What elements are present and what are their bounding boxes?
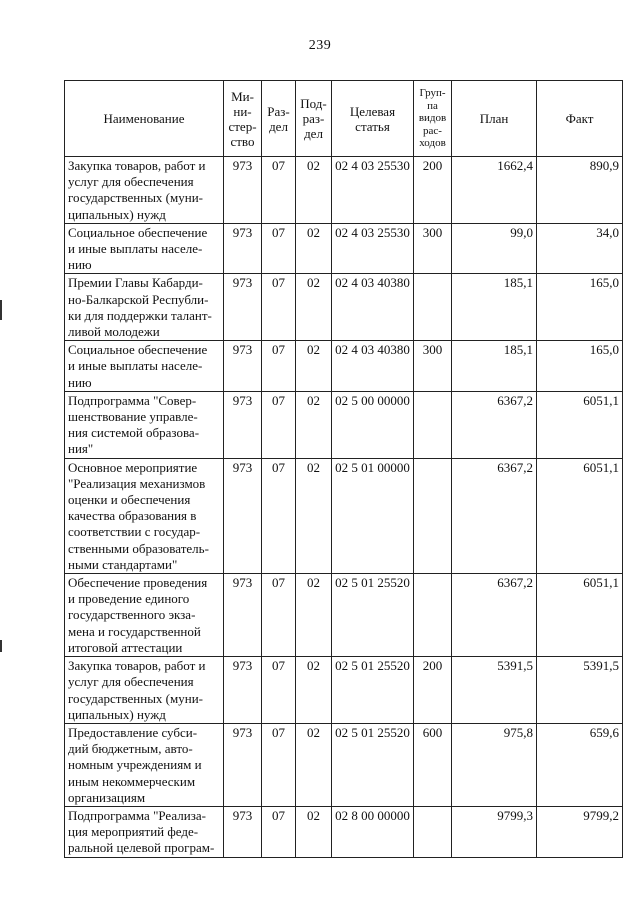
row-ministry: 973 bbox=[224, 274, 262, 341]
row-subsection: 02 bbox=[296, 341, 332, 392]
row-ministry: 973 bbox=[224, 341, 262, 392]
row-section: 07 bbox=[262, 657, 296, 724]
header-name: Наименование bbox=[65, 81, 224, 157]
row-expense-group: 200 bbox=[414, 657, 452, 724]
table-header-row bbox=[65, 81, 623, 157]
row-name: Социальное обеспечение и иные выплаты населе- нию bbox=[65, 223, 224, 274]
header-plan: План bbox=[452, 81, 537, 157]
row-name: Премии Главы Кабарди- но-Балкарской Республи- ки для поддержки талант- ливой молодежи bbox=[65, 274, 224, 341]
row-plan: 99,0 bbox=[452, 223, 537, 274]
row-ministry: 973 bbox=[224, 657, 262, 724]
row-target: 02 5 01 00000 bbox=[332, 458, 414, 573]
row-fact: 6051,1 bbox=[537, 458, 623, 573]
row-subsection: 02 bbox=[296, 223, 332, 274]
row-fact: 165,0 bbox=[537, 341, 623, 392]
row-name: Подпрограмма "Реализа- ция мероприятий феде- ральной целевой програм- bbox=[65, 806, 224, 857]
row-section: 07 bbox=[262, 574, 296, 657]
row-subsection: 02 bbox=[296, 274, 332, 341]
row-subsection: 02 bbox=[296, 157, 332, 224]
budget-table bbox=[64, 80, 623, 858]
table-row bbox=[65, 806, 623, 857]
row-plan: 6367,2 bbox=[452, 391, 537, 458]
row-subsection: 02 bbox=[296, 806, 332, 857]
scan-edge-mark bbox=[0, 300, 2, 320]
row-name: Закупка товаров, работ и услуг для обеспечения государственных (муни- ципальных) нужд bbox=[65, 657, 224, 724]
row-target: 02 4 03 25530 bbox=[332, 223, 414, 274]
row-expense-group bbox=[414, 806, 452, 857]
row-plan: 185,1 bbox=[452, 274, 537, 341]
row-section: 07 bbox=[262, 806, 296, 857]
row-name: Предоставление субси- дий бюджетным, авто- номным учреждениям и иным некоммерческим организациям bbox=[65, 723, 224, 806]
row-section: 07 bbox=[262, 341, 296, 392]
row-target: 02 5 01 25520 bbox=[332, 574, 414, 657]
row-plan: 9799,3 bbox=[452, 806, 537, 857]
row-expense-group: 300 bbox=[414, 223, 452, 274]
header-ministry: Ми- ни- стер- ство bbox=[224, 81, 262, 157]
row-fact: 6051,1 bbox=[537, 574, 623, 657]
row-expense-group bbox=[414, 391, 452, 458]
row-fact: 9799,2 bbox=[537, 806, 623, 857]
header-subsection: Под- раз- дел bbox=[296, 81, 332, 157]
row-section: 07 bbox=[262, 157, 296, 224]
table-row bbox=[65, 657, 623, 724]
row-expense-group: 600 bbox=[414, 723, 452, 806]
scan-edge-mark bbox=[0, 640, 2, 652]
row-subsection: 02 bbox=[296, 391, 332, 458]
row-plan: 1662,4 bbox=[452, 157, 537, 224]
row-plan: 975,8 bbox=[452, 723, 537, 806]
row-subsection: 02 bbox=[296, 657, 332, 724]
row-fact: 659,6 bbox=[537, 723, 623, 806]
row-ministry: 973 bbox=[224, 157, 262, 224]
row-target: 02 5 01 25520 bbox=[332, 723, 414, 806]
table-row bbox=[65, 458, 623, 573]
row-name: Закупка товаров, работ и услуг для обеспечения государственных (муни- ципальных) нужд bbox=[65, 157, 224, 224]
row-ministry: 973 bbox=[224, 391, 262, 458]
row-expense-group: 200 bbox=[414, 157, 452, 224]
row-name: Подпрограмма "Совер- шенствование управле- ния системой образова- ния" bbox=[65, 391, 224, 458]
row-target: 02 4 03 25530 bbox=[332, 157, 414, 224]
table-row bbox=[65, 391, 623, 458]
header-section: Раз- дел bbox=[262, 81, 296, 157]
header-target: Целевая статья bbox=[332, 81, 414, 157]
row-name: Социальное обеспечение и иные выплаты населе- нию bbox=[65, 341, 224, 392]
header-expense-group: Груп- па видов рас- ходов bbox=[414, 81, 452, 157]
row-section: 07 bbox=[262, 458, 296, 573]
page-number: 239 bbox=[308, 38, 332, 53]
row-plan: 6367,2 bbox=[452, 574, 537, 657]
row-ministry: 973 bbox=[224, 723, 262, 806]
row-ministry: 973 bbox=[224, 223, 262, 274]
table-row bbox=[65, 223, 623, 274]
row-fact: 5391,5 bbox=[537, 657, 623, 724]
table-row bbox=[65, 274, 623, 341]
row-subsection: 02 bbox=[296, 723, 332, 806]
row-target: 02 8 00 00000 bbox=[332, 806, 414, 857]
row-section: 07 bbox=[262, 274, 296, 341]
table-row bbox=[65, 341, 623, 392]
row-target: 02 5 00 00000 bbox=[332, 391, 414, 458]
row-section: 07 bbox=[262, 723, 296, 806]
row-ministry: 973 bbox=[224, 458, 262, 573]
row-ministry: 973 bbox=[224, 574, 262, 657]
row-name: Основное мероприятие "Реализация механизмов оценки и обеспечения качества образования в соответствии с государ- ственными образователь- ными стандартами" bbox=[65, 458, 224, 573]
row-subsection: 02 bbox=[296, 458, 332, 573]
row-ministry: 973 bbox=[224, 806, 262, 857]
row-expense-group: 300 bbox=[414, 341, 452, 392]
row-expense-group bbox=[414, 458, 452, 573]
row-plan: 6367,2 bbox=[452, 458, 537, 573]
row-expense-group bbox=[414, 274, 452, 341]
row-fact: 165,0 bbox=[537, 274, 623, 341]
row-target: 02 4 03 40380 bbox=[332, 274, 414, 341]
row-fact: 890,9 bbox=[537, 157, 623, 224]
row-subsection: 02 bbox=[296, 574, 332, 657]
row-expense-group bbox=[414, 574, 452, 657]
row-section: 07 bbox=[262, 391, 296, 458]
row-name: Обеспечение проведения и проведение единого государственного экза- мена и государственной итоговой аттестации bbox=[65, 574, 224, 657]
table-row bbox=[65, 574, 623, 657]
row-plan: 185,1 bbox=[452, 341, 537, 392]
row-plan: 5391,5 bbox=[452, 657, 537, 724]
row-fact: 6051,1 bbox=[537, 391, 623, 458]
table-row bbox=[65, 157, 623, 224]
header-fact: Факт bbox=[537, 81, 623, 157]
row-target: 02 5 01 25520 bbox=[332, 657, 414, 724]
row-fact: 34,0 bbox=[537, 223, 623, 274]
row-target: 02 4 03 40380 bbox=[332, 341, 414, 392]
table-row bbox=[65, 723, 623, 806]
row-section: 07 bbox=[262, 223, 296, 274]
